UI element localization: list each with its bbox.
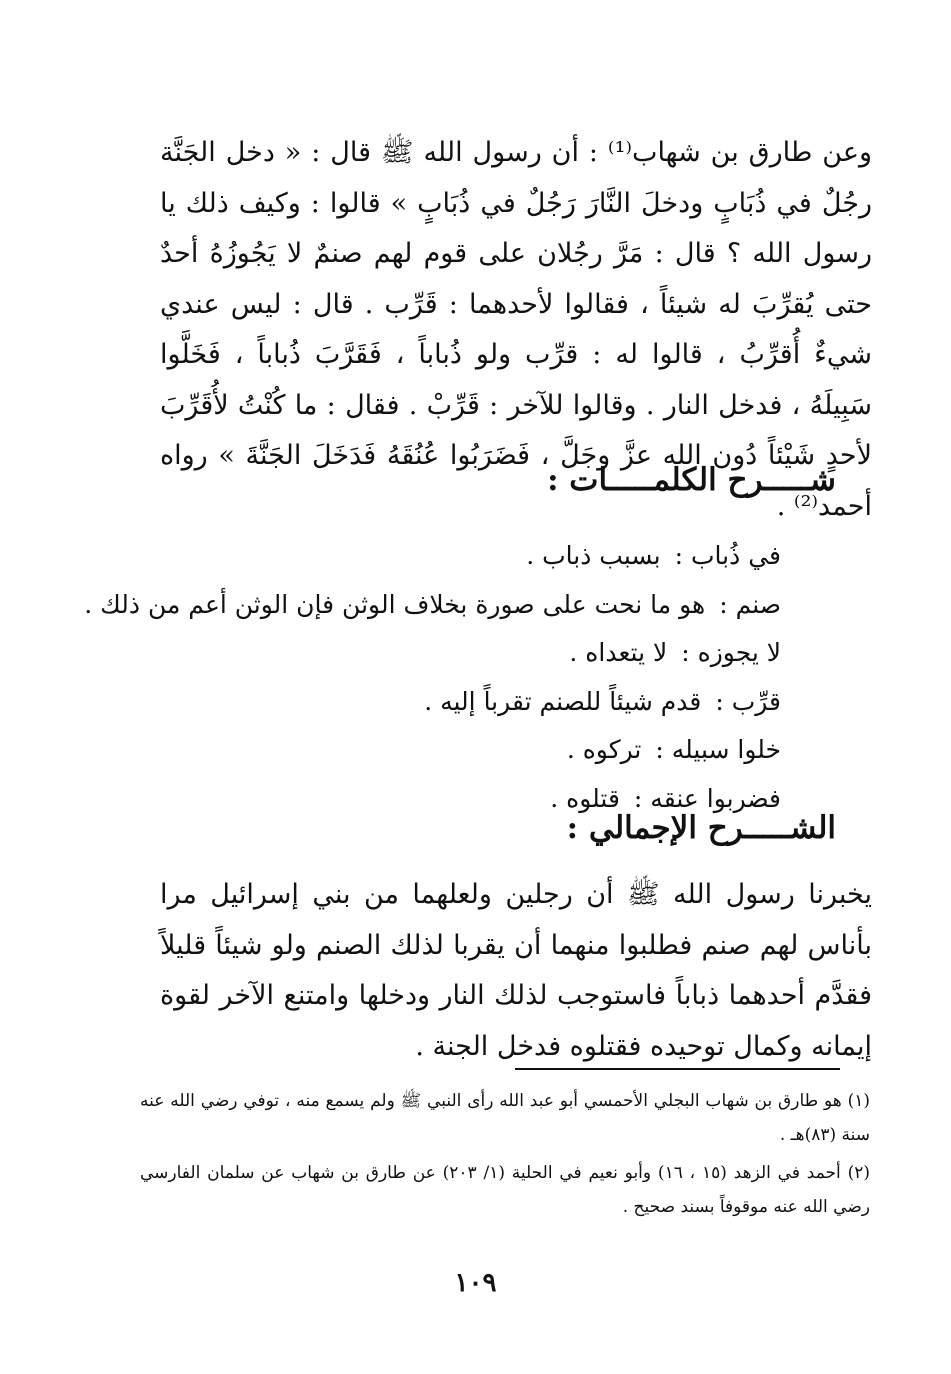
vocab-term: لا يجوزه : xyxy=(681,638,781,667)
footnote-2: (٢) أحمد في الزهد (١٥ ، ١٦) وأبو نعيم في الحلية (١/ ٢٠٣) عن طارق بن شهاب عن سلمان الفارسي رضي الله عنه موقوفاً بسند صحيح . xyxy=(140,1163,871,1217)
vocab-item xyxy=(141,726,781,775)
footnote-divider xyxy=(515,1068,840,1070)
hadith-paragraph: وعن طارق بن شهاب⁽¹⁾ : أن رسول الله ﷺ قال : « دخل الجَنَّة رجُلٌ في ذُبَابٍ ودخلَ النَّارَ رَجُلٌ في ذُبَابٍ » قالوا : وكيف ذلك يا رسول الله ؟ قال : مَرَّ رجُلان على قوم لهم صنمٌ لا يَجُوزُهُ أحدٌ حتى يُقرِّبَ له شيئاً ، فقالوا لأحدهما : قَرِّب . قال : ليس عندي شيءٌ أُقرِّبُ ، قالوا له : قرِّب ولو ذُباباً ، فَقَرَّبَ ذُباباً ، فَخَلَّوا سَبِيلَهُ ، فدخل النار . وقالوا للآخر : قَرِّبْ . فقال : ما كُنْتُ لأُقَرِّبَ لأحدٍ شَيْئاً دُون الله عزَّ وجَلَّ ، فَضَرَبُوا عُنُقَهُ فَدَخَلَ الجَنَّةَ » رواه أحمد⁽²⁾ . xyxy=(160,137,872,522)
vocab-item xyxy=(141,532,781,581)
summary-heading: الشـــــرح الإجمالي : xyxy=(566,810,836,846)
vocab-term: في ذُباب : xyxy=(674,541,781,570)
vocab-term: فضربوا عنقه : xyxy=(633,783,781,813)
footnotes xyxy=(140,1084,870,1228)
vocab-list xyxy=(84,532,781,823)
footnote-1: (١) هو طارق بن شهاب البجلي الأحمسي أبو عبد الله رأى النبي ﷺ ولم يسمع منه ، توفي رضي الله عنه سنة (٨٣)هـ . xyxy=(140,1091,870,1145)
vocab-term: قرِّب : xyxy=(715,686,781,716)
vocab-item xyxy=(141,678,781,727)
vocab-meaning: هو ما نحت على صورة بخلاف الوثن فإن الوثن أعم من ذلك . xyxy=(84,589,706,619)
vocab-meaning: تركوه . xyxy=(566,735,642,764)
summary-paragraph: يخبرنا رسول الله ﷺ أن رجلين ولعلهما من بني إسرائيل مرا بأناس لهم صنم فطلبوا منهما أن يقربا لذلك الصنم ولو شيئاً قليلاً فقدَّم أحدهما ذباباً فاستوجب لذلك النار ودخلها وامتنع الآخر لقوة إيمانه وكمال توحيده فقتلوه فدخل الجنة . xyxy=(160,879,872,1062)
vocab-meaning: لا يتعداه . xyxy=(569,638,668,667)
vocab-meaning: قدم شيئاً للصنم تقرباً إليه . xyxy=(424,686,702,716)
vocab-item xyxy=(141,629,781,678)
vocab-item xyxy=(84,581,781,630)
vocab-meaning: قتلوه . xyxy=(550,783,620,813)
page-number: ١٠٩ xyxy=(454,1268,497,1298)
vocab-term: خلوا سبيله : xyxy=(655,735,781,764)
vocab-heading: شـــــرح الكلمـــــات : xyxy=(547,462,836,498)
vocab-term: صنم : xyxy=(719,589,781,619)
vocab-meaning: بسبب ذباب . xyxy=(526,541,661,570)
